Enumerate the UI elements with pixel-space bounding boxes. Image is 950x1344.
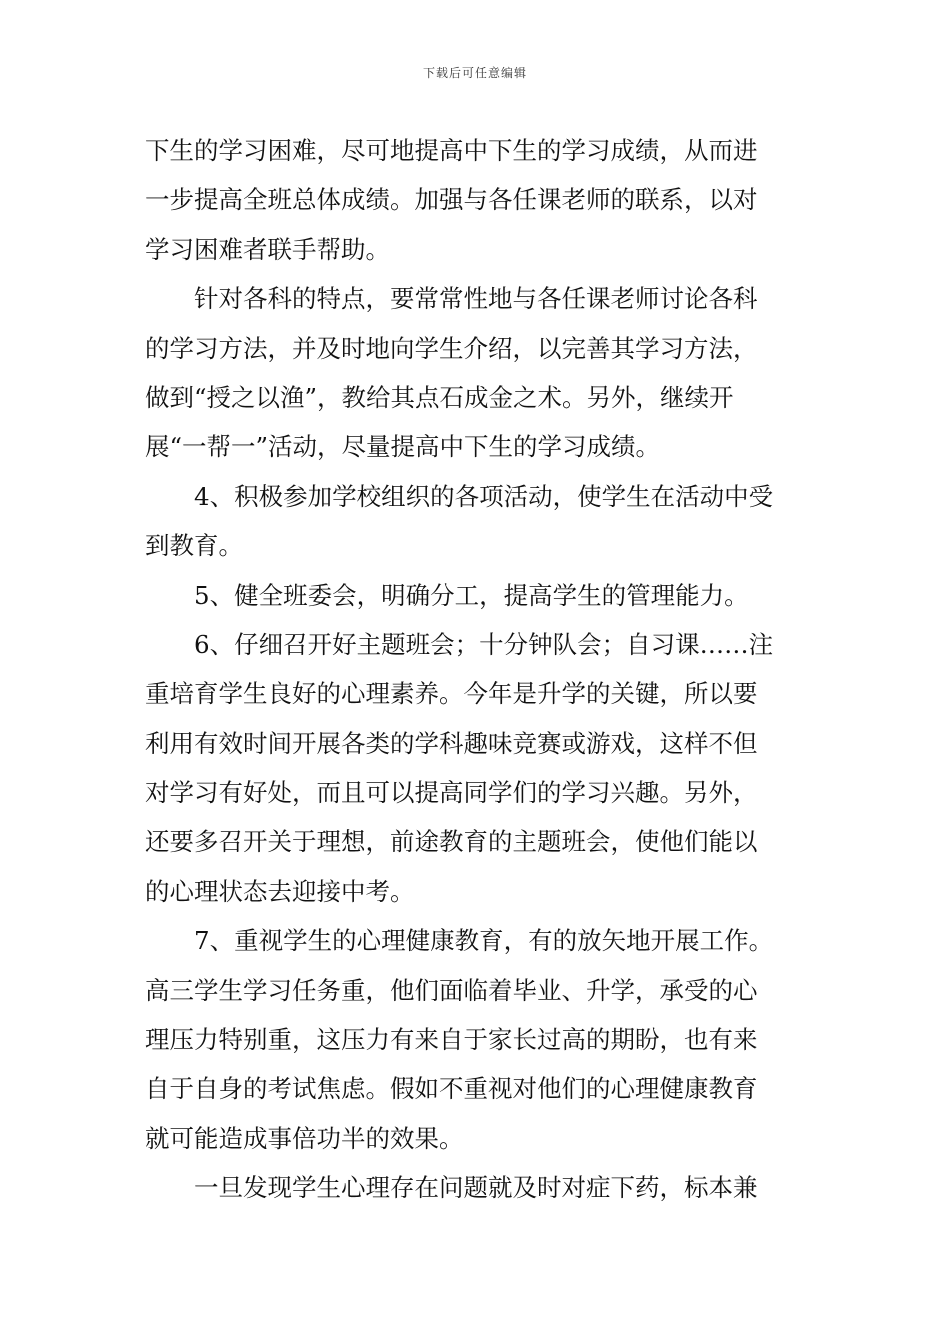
text-line: 一步提高全班总体成绩。加强与各任课老师的联系，以对	[145, 185, 758, 215]
text-line: 5、健全班委会，明确分工，提高学生的管理能力。	[194, 580, 749, 610]
text-line: 一旦发现学生心理存在问题就及时对症下药，标本兼	[194, 1173, 758, 1203]
text-line: 重培育学生良好的心理素养。今年是升学的关键，所以要	[145, 679, 758, 709]
text-line: 到教育。	[145, 531, 243, 561]
text-line: 学习困难者联手帮助。	[145, 234, 390, 264]
page-header: 下载后可任意编辑	[422, 66, 527, 80]
text-line: 6、仔细召开好主题班会；十分钟队会；自习课……注	[194, 629, 774, 659]
text-line: 高三学生学习任务重，他们面临着毕业、升学，承受的心	[145, 975, 758, 1005]
text-line: 就可能造成事倍功半的效果。	[145, 1123, 464, 1153]
text-line: 4、积极参加学校组织的各项活动，使学生在活动中受	[194, 481, 774, 511]
text-line: 还要多召开关于理想，前途教育的主题班会，使他们能以	[145, 827, 758, 857]
body-text	[145, 126, 810, 1213]
text-line: 对学习有好处，而且可以提高同学们的学习兴趣。另外，	[145, 778, 758, 808]
text-line: 做到“授之以渔”，教给其点石成金之术。另外，继续开	[145, 382, 734, 412]
text-line: 针对各科的特点，要常常性地与各任课老师讨论各科	[194, 284, 758, 314]
text-line: 的心理状态去迎接中考。	[145, 876, 415, 906]
text-line: 7、重视学生的心理健康教育，有的放矢地开展工作。	[194, 926, 774, 956]
text-line: 的学习方法，并及时地向学生介绍，以完善其学习方法，	[145, 333, 758, 363]
text-line: 自于自身的考试焦虑。假如不重视对他们的心理健康教育	[145, 1074, 758, 1104]
text-line: 展“一帮一”活动，尽量提高中下生的学习成绩。	[145, 432, 661, 462]
text-line: 下生的学习困难，尽可地提高中下生的学习成绩，从而进	[145, 136, 758, 165]
text-line: 理压力特别重，这压力有来自于家长过高的期盼，也有来	[145, 1025, 758, 1055]
text-line: 利用有效时间开展各类的学科趣味竞赛或游戏，这样不但	[145, 728, 758, 758]
